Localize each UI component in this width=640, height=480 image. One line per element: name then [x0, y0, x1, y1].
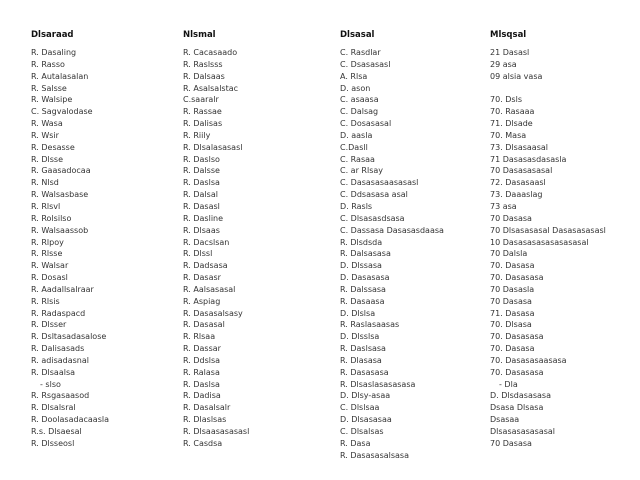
list-entry: Dsasa Dlsasa — [490, 403, 544, 413]
list-entry: R. Dasaling — [31, 48, 77, 57]
list-entry: C. Dassasa Dasasasdaasa — [340, 225, 444, 235]
list-entry: D. Dlslsa — [340, 308, 376, 318]
list-entry: 70 Dasasasasal — [490, 166, 553, 176]
list-entry: R. Dlssl — [183, 249, 213, 259]
list-entry: R. Rassae — [183, 107, 222, 117]
list-entry: 70. Dasasa — [490, 261, 535, 271]
list-entry: Dlsasasasasasal — [490, 427, 556, 436]
list-entry: R. Rlsvl — [31, 201, 61, 211]
list-entry: R. Dlsaslasasasasa — [340, 379, 416, 389]
list-entry: R. Rlsis — [31, 296, 60, 306]
list-entry: C.saaralr — [183, 95, 219, 105]
list-entry: 70. Rasaaa — [490, 107, 535, 117]
list-entry: R. Casdsa — [183, 438, 223, 448]
list-entry: 73. Daaaslag — [490, 190, 543, 200]
list-entry: R. Dasasal — [183, 320, 225, 330]
list-entry: 70. Dsls — [490, 95, 522, 105]
list-entry: R. Daslso — [183, 154, 220, 164]
list-entry: 71. Dlsade — [490, 119, 533, 129]
column-entries — [183, 47, 333, 450]
list-entry: 70. Dasasasa — [490, 332, 544, 342]
list-entry: C. Dlslsaa — [340, 403, 380, 413]
list-entry: 70. Masa — [490, 130, 527, 140]
list-entry: R. Rlsaa — [183, 332, 216, 342]
list-entry: R. Dadsasa — [183, 261, 228, 271]
list-entry: R. Dadisa — [183, 391, 221, 401]
list-entry: R. Aalsasasal — [183, 284, 236, 294]
list-entry: R. Dasasasa — [340, 367, 389, 377]
list-entry: R. Daslsa — [183, 178, 220, 188]
column-header: Dlsasal — [340, 30, 375, 40]
list-entry: D. aasla — [340, 130, 373, 140]
list-entry: D. Dlsy-asaa — [340, 391, 391, 401]
list-entry: D. Rasls — [340, 201, 373, 211]
list-entry: C. Dsasasasl — [340, 59, 391, 69]
column-entries — [490, 47, 640, 450]
list-entry: R. Salsse — [31, 83, 67, 93]
list-entry: R. Desasse — [31, 142, 75, 152]
list-entry: D. Dasasasa — [340, 273, 390, 283]
list-entry: R. Rolsilso — [31, 213, 72, 223]
list-entry: 70 Dasasa — [490, 213, 532, 223]
list-entry: R. Gaasadocaa — [31, 166, 91, 176]
column-entries — [31, 47, 181, 450]
list-entry: D. Dlsdasasasa — [490, 391, 551, 401]
list-entry: C. Dlsasasdsasa — [340, 213, 405, 223]
list-entry: R. Wasa — [31, 119, 63, 129]
list-entry: C. Rasdlar — [340, 48, 381, 57]
list-entry: R. Dlsseosl — [31, 438, 75, 448]
list-entry: R. Dalisas — [183, 119, 223, 129]
list-entry: 70 Dasasla — [490, 284, 535, 294]
list-entry: R. Dalsal — [183, 190, 218, 200]
list-entry: R.s. Dlsaesal — [31, 427, 82, 436]
list-entry: C. asaasa — [340, 95, 379, 105]
list-entry: R. Aadallsalraar — [31, 284, 94, 294]
list-entry: R. Daslsasa — [340, 344, 386, 354]
list-entry: 70. Dasasa — [490, 344, 535, 354]
list-entry: R. Dalsasasa — [340, 249, 391, 259]
list-entry: C. ar Rlsay — [340, 166, 383, 176]
list-entry: C. Ddsasasa asal — [340, 190, 408, 200]
list-entry: R. Walsasbase — [31, 190, 89, 200]
list-entry: R. Dlsser — [31, 320, 67, 330]
list-entry: R. Riily — [183, 130, 211, 140]
list-entry: R. Dasasalsasy — [183, 308, 243, 318]
list-entry: R. Ralasa — [183, 367, 220, 377]
column-header: Nlsmal — [183, 30, 216, 40]
list-entry: 09 alsia vasa — [490, 71, 543, 81]
list-entry: R. Walsaassob — [31, 225, 89, 235]
list-entry: 73 asa — [490, 201, 517, 211]
list-entry: R. Radaspacd — [31, 308, 86, 318]
list-entry: 70. Dasasasaasasa — [490, 355, 567, 365]
list-entry: R. Ddslsa — [183, 355, 221, 365]
list-entry: R. Walsipe — [31, 95, 73, 105]
list-entry: R. Dasline — [183, 213, 224, 223]
list-entry: R. Dalsse — [183, 166, 220, 176]
column-3 — [340, 30, 490, 462]
list-entry: R. Rsgasaasod — [31, 391, 90, 401]
list-entry: R. Asalsalstac — [183, 83, 239, 93]
list-entry: R. Dassar — [183, 344, 221, 354]
list-entry: R. Dasa — [340, 438, 371, 448]
list-entry: R. Daslsa — [183, 379, 220, 389]
list-entry: 73. Dlsasaasal — [490, 142, 548, 152]
list-entry: R. Rlsse — [31, 249, 63, 259]
list-entry: R. Dlsalsral — [31, 403, 76, 413]
list-entry: D. Dlsslsa — [340, 332, 380, 342]
list-entry: R. Dosasl — [31, 273, 68, 283]
list-entry: R. Dalisasads — [31, 344, 85, 354]
list-entry: R. Dsltasadasalose — [31, 332, 107, 342]
list-entry: 70 Dasasa — [490, 438, 532, 448]
list-entry: 72. Dasasaasl — [490, 178, 546, 188]
list-entry: R. Dasasasalsasa — [340, 450, 409, 460]
list-entry: R. Walsar — [31, 261, 69, 271]
list-entry: C. Dasasasaasasasl — [340, 178, 419, 188]
column-header: Mlsqsal — [490, 30, 527, 40]
list-entry: C.Dasll — [340, 142, 368, 152]
list-entry: 70. Dlsasa — [490, 320, 532, 330]
column-4 — [490, 30, 640, 450]
list-entry: 70 Dalsla — [490, 249, 528, 259]
list-entry — [490, 83, 640, 95]
list-entry: - Dla — [499, 379, 518, 389]
list-entry: C. Rasaa — [340, 154, 375, 164]
list-entry: R. Raslsss — [183, 59, 223, 69]
list-entry: D. Dlssasa — [340, 261, 382, 271]
list-entry: R. Rasso — [31, 59, 65, 69]
list-entry: R. Dlsalasasasl — [183, 142, 243, 152]
list-entry: R. Dasasr — [183, 273, 221, 283]
list-entry: R. Nlsd — [31, 178, 59, 188]
list-entry: R. Dasaasa — [340, 296, 385, 306]
list-entry: R. Dlasasa — [340, 355, 382, 365]
list-entry: Dsasaa — [490, 415, 520, 425]
list-entry: 70 Dasasa — [490, 296, 532, 306]
list-entry: R. Dlsse — [31, 154, 63, 164]
list-entry: R. Dlaslsas — [183, 415, 227, 425]
list-entry: C. Dosasasal — [340, 119, 392, 129]
list-entry: R. Doolasadacaasla — [31, 415, 109, 425]
list-entry: 70. Dasasasa — [490, 273, 544, 283]
list-entry: 71. Dasasa — [490, 308, 535, 318]
list-entry: R. Raslasaasas — [340, 320, 400, 330]
list-entry: R. Dlsaas — [183, 225, 220, 235]
list-entry: R. Aspiag — [183, 296, 221, 306]
list-entry: R. Dlsaasasasasl — [183, 427, 250, 436]
list-entry: R. Dasalsalr — [183, 403, 231, 413]
list-entry: R. Dlsdsda — [340, 237, 383, 247]
list-entry: - slso — [40, 379, 61, 389]
list-entry: 29 asa — [490, 59, 517, 69]
list-entry: R. Rlpoy — [31, 237, 64, 247]
column-1 — [31, 30, 181, 450]
list-entry: C. Dlsalsas — [340, 427, 384, 436]
list-entry: 70 Dlsasasasal Dasasasasasl — [490, 225, 606, 235]
list-entry: R. Dacslsan — [183, 237, 230, 247]
list-entry: R. Wsir — [31, 130, 59, 140]
list-entry: D. ason — [340, 83, 371, 93]
list-entry: D. Dlsasasaa — [340, 415, 392, 425]
list-entry: A. Rlsa — [340, 71, 368, 81]
list-entry: 21 Dasasl — [490, 48, 530, 57]
list-entry: C. Sagvalodase — [31, 107, 93, 117]
column-2 — [183, 30, 333, 450]
list-entry: R. Dalssasa — [340, 284, 386, 294]
list-entry: R. Dlsaalsa — [31, 367, 76, 377]
column-entries — [340, 47, 490, 462]
list-entry: R. adisadasnal — [31, 355, 89, 365]
list-entry: R. Autalasalan — [31, 71, 89, 81]
list-entry: 10 Dasasasasasasasasal — [490, 237, 589, 247]
list-entry: R. Cacasaado — [183, 48, 238, 57]
list-entry: 70. Dasasasa — [490, 367, 544, 377]
list-entry: R. Dasasl — [183, 201, 220, 211]
list-entry: 71 Dasasasdasasla — [490, 154, 567, 164]
column-header: Dlsaraad — [31, 30, 74, 40]
list-entry: R. Dalsaas — [183, 71, 225, 81]
list-entry: C. Dalsag — [340, 107, 379, 117]
